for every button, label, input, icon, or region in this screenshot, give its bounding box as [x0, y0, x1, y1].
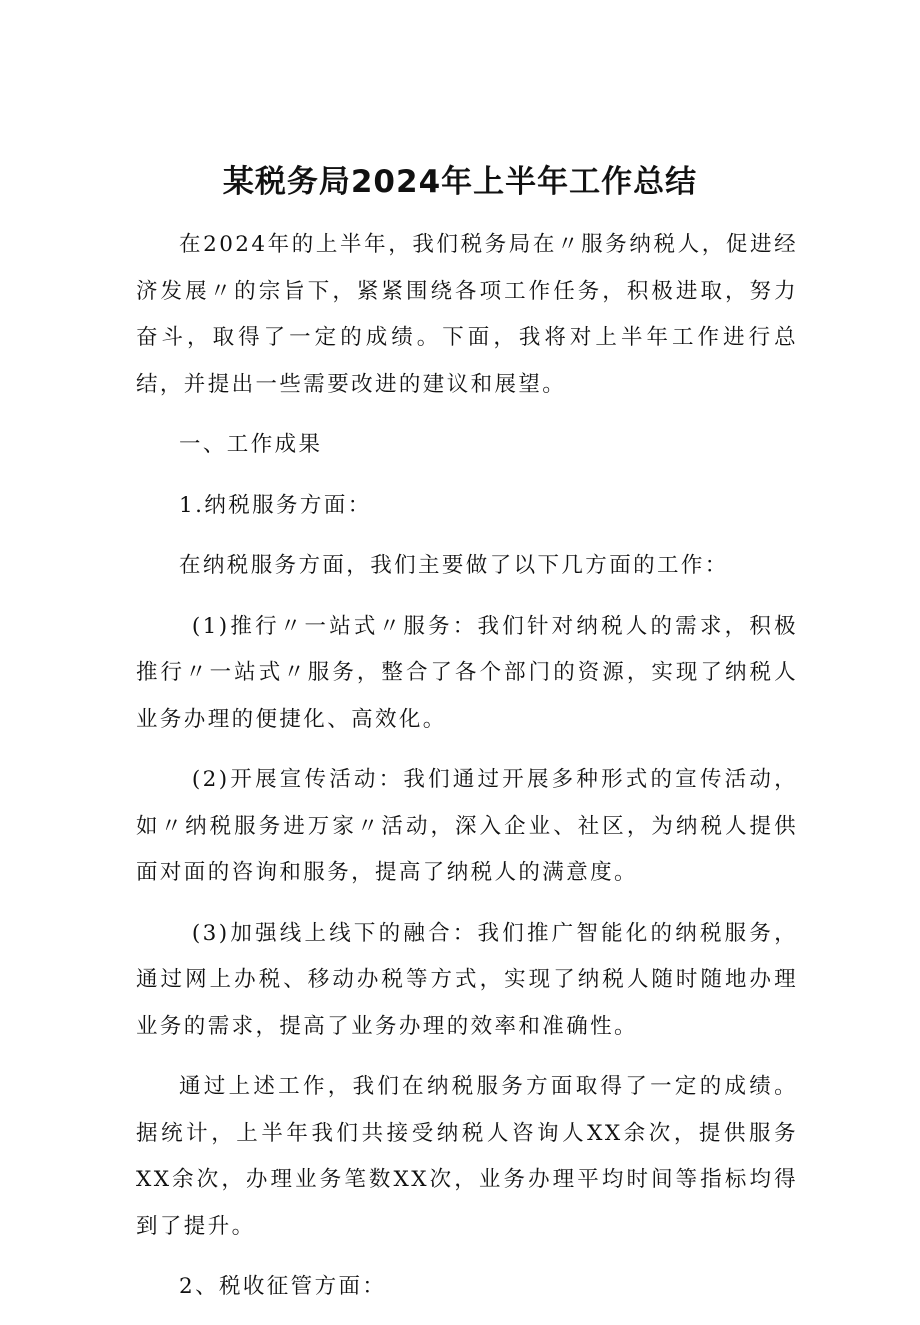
- list-item-online-offline-integration: (3)加强线上线下的融合：我们推广智能化的纳税服务，通过网上办税、移动办税等方式，实现了纳税人随时随地办理业务的需求，提高了业务办理的效率和准确性。: [136, 920, 798, 1039]
- section-heading-work-results: 一、工作成果: [179, 432, 323, 457]
- tax-service-intro-paragraph: 在纳税服务方面，我们主要做了以下几方面的工作：: [179, 553, 729, 578]
- list-item-publicity-activities: (2)开展宣传活动：我们通过开展多种形式的宣传活动，如〃纳税服务进万家〃活动，深入企业、社区，为纳税人提供面对面的咨询和服务，提高了纳税人的满意度。: [136, 767, 798, 885]
- list-item-one-stop-service: (1)推行〃一站式〃服务：我们针对纳税人的需求，积极推行〃一站式〃服务，整合了各个部门的资源，实现了纳税人业务办理的便捷化、高效化。: [136, 613, 798, 732]
- intro-paragraph: 在2024年的上半年，我们税务局在〃服务纳税人，促进经济发展〃的宗旨下，紧紧围绕各项工作任务，积极进取，努力奋斗，取得了一定的成绩。下面，我将对上半年工作进行总结，并提出一些需要改进的建议和展望。: [136, 232, 798, 397]
- subsection-heading-tax-collection: 2、税收征管方面：: [179, 1274, 387, 1299]
- document-body: [136, 222, 798, 1325]
- document-title: 某税务局2024年上半年工作总结: [222, 164, 698, 200]
- subsection-heading-tax-service: 1.纳税服务方面：: [179, 492, 372, 518]
- statistics-paragraph: 通过上述工作，我们在纳税服务方面取得了一定的成绩。据统计，上半年我们共接受纳税人咨询人XX余次，提供服务XX余次，办理业务笔数XX次，业务办理平均时间等指标均得到了提升。: [136, 1074, 798, 1239]
